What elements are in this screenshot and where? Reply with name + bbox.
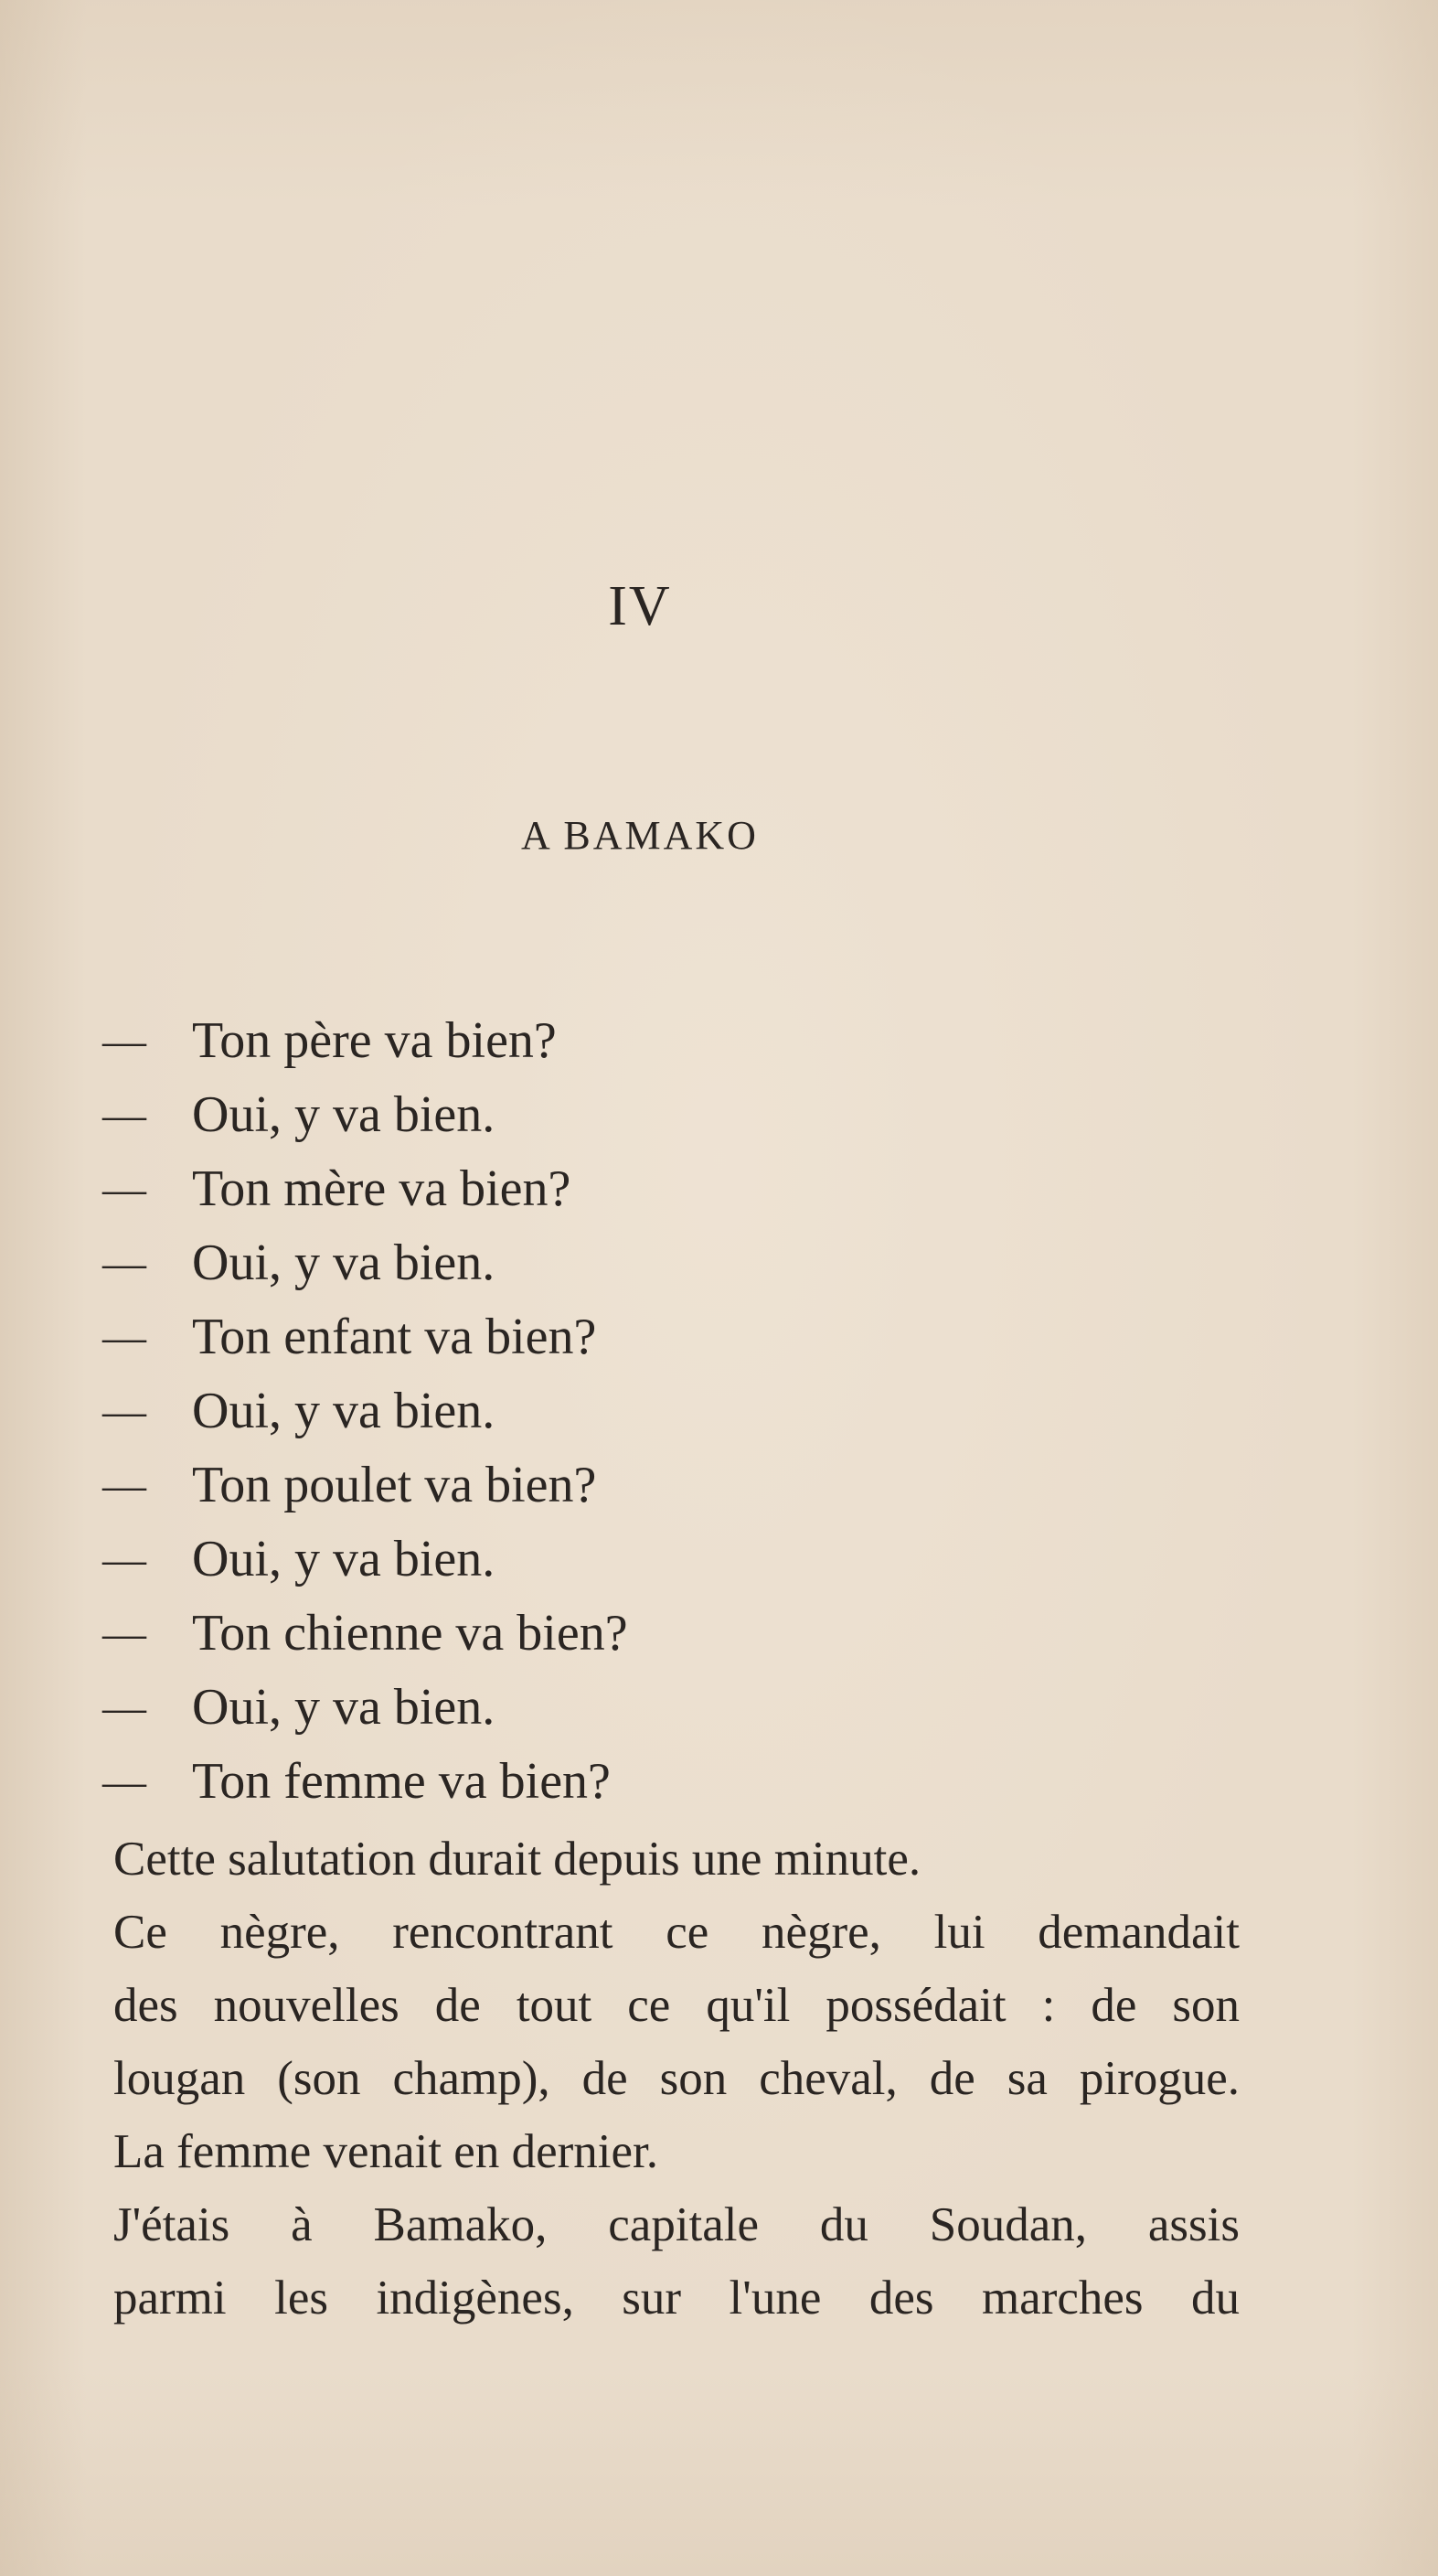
- dialogue-text: Ton mère va bien?: [192, 1160, 571, 1217]
- dialogue-text: Ton poulet va bien?: [192, 1457, 597, 1513]
- dialogue-line: [102, 1078, 1245, 1152]
- dialogue-text: Oui, y va bien.: [192, 1383, 495, 1439]
- em-dash: —: [102, 1609, 146, 1658]
- dialogue-line: [102, 1448, 1245, 1523]
- dialogue-block: [102, 1004, 1245, 1819]
- dialogue-text: Ton femme va bien?: [192, 1753, 611, 1810]
- prose-line: Cette salutation durait depuis une minute.: [113, 1833, 921, 1886]
- dialogue-line: [102, 1300, 1245, 1374]
- chapter-number: IV: [608, 575, 672, 637]
- prose-line: parmi les indigènes, sur l'une des marches du: [113, 2271, 1240, 2325]
- dialogue-line: [102, 1152, 1245, 1226]
- em-dash: —: [102, 1535, 146, 1584]
- dialogue-line: [102, 1004, 1245, 1078]
- prose-line: Ce nègre, rencontrant ce nègre, lui demandait: [113, 1906, 1240, 1959]
- em-dash: —: [102, 1387, 146, 1436]
- dialogue-text: Oui, y va bien.: [192, 1679, 495, 1736]
- em-dash: —: [102, 1017, 146, 1065]
- prose-paragraphs: [113, 1822, 1240, 2335]
- em-dash: —: [102, 1239, 146, 1288]
- dialogue-line: [102, 1374, 1245, 1448]
- prose-line: des nouvelles de tout ce qu'il possédait : de son: [113, 1979, 1240, 2032]
- dialogue-line: [102, 1597, 1245, 1671]
- chapter-title: A BAMAKO: [521, 813, 759, 858]
- prose-line: J'étais à Bamako, capitale du Soudan, assis: [113, 2198, 1240, 2251]
- dialogue-text: Ton père va bien?: [192, 1012, 557, 1069]
- dialogue-line: [102, 1523, 1245, 1597]
- em-dash: —: [102, 1683, 146, 1732]
- em-dash: —: [102, 1461, 146, 1510]
- em-dash: —: [102, 1091, 146, 1139]
- dialogue-text: Oui, y va bien.: [192, 1086, 495, 1143]
- em-dash: —: [102, 1165, 146, 1213]
- dialogue-line: [102, 1671, 1245, 1745]
- dialogue-text: Ton chienne va bien?: [192, 1605, 628, 1662]
- dialogue-text: Oui, y va bien.: [192, 1235, 495, 1291]
- dialogue-text: Oui, y va bien.: [192, 1531, 495, 1587]
- dialogue-line: [102, 1226, 1245, 1300]
- dialogue-text: Ton enfant va bien?: [192, 1309, 597, 1365]
- em-dash: —: [102, 1758, 146, 1806]
- dialogue-line: [102, 1745, 1245, 1819]
- em-dash: —: [102, 1313, 146, 1362]
- prose-line: lougan (son champ), de son cheval, de sa pirogue.: [113, 2052, 1240, 2105]
- prose-line: La femme venait en dernier.: [113, 2125, 658, 2178]
